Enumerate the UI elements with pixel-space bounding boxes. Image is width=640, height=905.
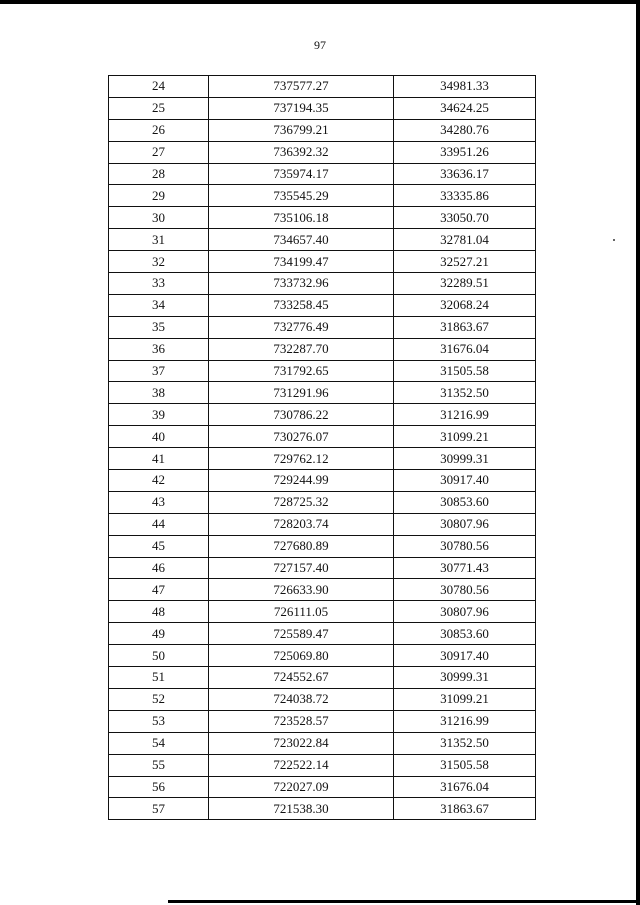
index-cell: 46 bbox=[109, 557, 209, 579]
index-cell: 29 bbox=[109, 185, 209, 207]
scan-border-bottom bbox=[168, 900, 636, 903]
x-value-cell: 727680.89 bbox=[209, 535, 394, 557]
table-row bbox=[109, 448, 536, 470]
table-row bbox=[109, 251, 536, 273]
index-cell: 54 bbox=[109, 732, 209, 754]
index-cell: 30 bbox=[109, 207, 209, 229]
index-cell: 28 bbox=[109, 163, 209, 185]
x-value-cell: 736799.21 bbox=[209, 119, 394, 141]
index-cell: 53 bbox=[109, 710, 209, 732]
table-row bbox=[109, 76, 536, 98]
table-row bbox=[109, 119, 536, 141]
index-cell: 24 bbox=[109, 76, 209, 98]
scan-speck bbox=[613, 239, 615, 241]
table-row bbox=[109, 776, 536, 798]
table-row bbox=[109, 382, 536, 404]
table-row bbox=[109, 360, 536, 382]
y-value-cell: 30807.96 bbox=[394, 513, 536, 535]
table-row bbox=[109, 470, 536, 492]
y-value-cell: 31216.99 bbox=[394, 710, 536, 732]
x-value-cell: 735106.18 bbox=[209, 207, 394, 229]
index-cell: 31 bbox=[109, 229, 209, 251]
index-cell: 33 bbox=[109, 273, 209, 295]
index-cell: 57 bbox=[109, 798, 209, 820]
x-value-cell: 724038.72 bbox=[209, 688, 394, 710]
index-cell: 47 bbox=[109, 579, 209, 601]
x-value-cell: 723528.57 bbox=[209, 710, 394, 732]
x-value-cell: 733258.45 bbox=[209, 294, 394, 316]
x-value-cell: 728203.74 bbox=[209, 513, 394, 535]
x-value-cell: 736392.32 bbox=[209, 141, 394, 163]
y-value-cell: 30780.56 bbox=[394, 579, 536, 601]
index-cell: 43 bbox=[109, 491, 209, 513]
table-row bbox=[109, 141, 536, 163]
y-value-cell: 30853.60 bbox=[394, 491, 536, 513]
y-value-cell: 30917.40 bbox=[394, 645, 536, 667]
table-row bbox=[109, 294, 536, 316]
x-value-cell: 724552.67 bbox=[209, 667, 394, 689]
x-value-cell: 730276.07 bbox=[209, 426, 394, 448]
table-row bbox=[109, 163, 536, 185]
table-row bbox=[109, 579, 536, 601]
y-value-cell: 30917.40 bbox=[394, 470, 536, 492]
table-row bbox=[109, 798, 536, 820]
y-value-cell: 31352.50 bbox=[394, 732, 536, 754]
x-value-cell: 729762.12 bbox=[209, 448, 394, 470]
x-value-cell: 737194.35 bbox=[209, 97, 394, 119]
y-value-cell: 30999.31 bbox=[394, 667, 536, 689]
x-value-cell: 726633.90 bbox=[209, 579, 394, 601]
x-value-cell: 731291.96 bbox=[209, 382, 394, 404]
y-value-cell: 32068.24 bbox=[394, 294, 536, 316]
y-value-cell: 30807.96 bbox=[394, 601, 536, 623]
table-row bbox=[109, 316, 536, 338]
y-value-cell: 31505.58 bbox=[394, 754, 536, 776]
y-value-cell: 33951.26 bbox=[394, 141, 536, 163]
x-value-cell: 732776.49 bbox=[209, 316, 394, 338]
table-row bbox=[109, 667, 536, 689]
index-cell: 44 bbox=[109, 513, 209, 535]
scan-border-right bbox=[636, 0, 640, 905]
index-cell: 37 bbox=[109, 360, 209, 382]
y-value-cell: 34981.33 bbox=[394, 76, 536, 98]
index-cell: 41 bbox=[109, 448, 209, 470]
index-cell: 50 bbox=[109, 645, 209, 667]
x-value-cell: 735545.29 bbox=[209, 185, 394, 207]
table-row bbox=[109, 645, 536, 667]
y-value-cell: 30780.56 bbox=[394, 535, 536, 557]
y-value-cell: 31352.50 bbox=[394, 382, 536, 404]
table-row bbox=[109, 535, 536, 557]
index-cell: 26 bbox=[109, 119, 209, 141]
x-value-cell: 731792.65 bbox=[209, 360, 394, 382]
y-value-cell: 31099.21 bbox=[394, 426, 536, 448]
y-value-cell: 31216.99 bbox=[394, 404, 536, 426]
y-value-cell: 31505.58 bbox=[394, 360, 536, 382]
x-value-cell: 735974.17 bbox=[209, 163, 394, 185]
table-row bbox=[109, 732, 536, 754]
y-value-cell: 30771.43 bbox=[394, 557, 536, 579]
x-value-cell: 725589.47 bbox=[209, 623, 394, 645]
x-value-cell: 737577.27 bbox=[209, 76, 394, 98]
index-cell: 48 bbox=[109, 601, 209, 623]
table-row bbox=[109, 557, 536, 579]
x-value-cell: 734199.47 bbox=[209, 251, 394, 273]
index-cell: 42 bbox=[109, 470, 209, 492]
table-row bbox=[109, 273, 536, 295]
index-cell: 34 bbox=[109, 294, 209, 316]
x-value-cell: 730786.22 bbox=[209, 404, 394, 426]
x-value-cell: 729244.99 bbox=[209, 470, 394, 492]
x-value-cell: 733732.96 bbox=[209, 273, 394, 295]
y-value-cell: 31676.04 bbox=[394, 776, 536, 798]
y-value-cell: 33050.70 bbox=[394, 207, 536, 229]
x-value-cell: 725069.80 bbox=[209, 645, 394, 667]
index-cell: 25 bbox=[109, 97, 209, 119]
table-row bbox=[109, 601, 536, 623]
index-cell: 35 bbox=[109, 316, 209, 338]
index-cell: 55 bbox=[109, 754, 209, 776]
index-cell: 40 bbox=[109, 426, 209, 448]
y-value-cell: 31863.67 bbox=[394, 798, 536, 820]
x-value-cell: 722522.14 bbox=[209, 754, 394, 776]
y-value-cell: 31099.21 bbox=[394, 688, 536, 710]
y-value-cell: 30999.31 bbox=[394, 448, 536, 470]
x-value-cell: 726111.05 bbox=[209, 601, 394, 623]
index-cell: 39 bbox=[109, 404, 209, 426]
table-row bbox=[109, 207, 536, 229]
table-body bbox=[109, 76, 536, 820]
y-value-cell: 34624.25 bbox=[394, 97, 536, 119]
index-cell: 51 bbox=[109, 667, 209, 689]
table-row bbox=[109, 426, 536, 448]
y-value-cell: 33335.86 bbox=[394, 185, 536, 207]
index-cell: 38 bbox=[109, 382, 209, 404]
x-value-cell: 728725.32 bbox=[209, 491, 394, 513]
page-number: 97 bbox=[314, 38, 326, 52]
y-value-cell: 31676.04 bbox=[394, 338, 536, 360]
table-row bbox=[109, 338, 536, 360]
table-row bbox=[109, 404, 536, 426]
x-value-cell: 721538.30 bbox=[209, 798, 394, 820]
scan-border-top bbox=[0, 0, 640, 4]
index-cell: 45 bbox=[109, 535, 209, 557]
x-value-cell: 722027.09 bbox=[209, 776, 394, 798]
x-value-cell: 732287.70 bbox=[209, 338, 394, 360]
index-cell: 36 bbox=[109, 338, 209, 360]
x-value-cell: 734657.40 bbox=[209, 229, 394, 251]
x-value-cell: 727157.40 bbox=[209, 557, 394, 579]
index-cell: 52 bbox=[109, 688, 209, 710]
table-row bbox=[109, 185, 536, 207]
y-value-cell: 31863.67 bbox=[394, 316, 536, 338]
index-cell: 56 bbox=[109, 776, 209, 798]
index-cell: 32 bbox=[109, 251, 209, 273]
table-row bbox=[109, 491, 536, 513]
table-row bbox=[109, 754, 536, 776]
y-value-cell: 32527.21 bbox=[394, 251, 536, 273]
table-row bbox=[109, 688, 536, 710]
y-value-cell: 32781.04 bbox=[394, 229, 536, 251]
index-cell: 27 bbox=[109, 141, 209, 163]
y-value-cell: 34280.76 bbox=[394, 119, 536, 141]
y-value-cell: 32289.51 bbox=[394, 273, 536, 295]
table-row bbox=[109, 97, 536, 119]
index-cell: 49 bbox=[109, 623, 209, 645]
table-row bbox=[109, 710, 536, 732]
y-value-cell: 33636.17 bbox=[394, 163, 536, 185]
table-row bbox=[109, 623, 536, 645]
table-row bbox=[109, 229, 536, 251]
x-value-cell: 723022.84 bbox=[209, 732, 394, 754]
table-row bbox=[109, 513, 536, 535]
coordinate-table bbox=[108, 75, 536, 820]
y-value-cell: 30853.60 bbox=[394, 623, 536, 645]
